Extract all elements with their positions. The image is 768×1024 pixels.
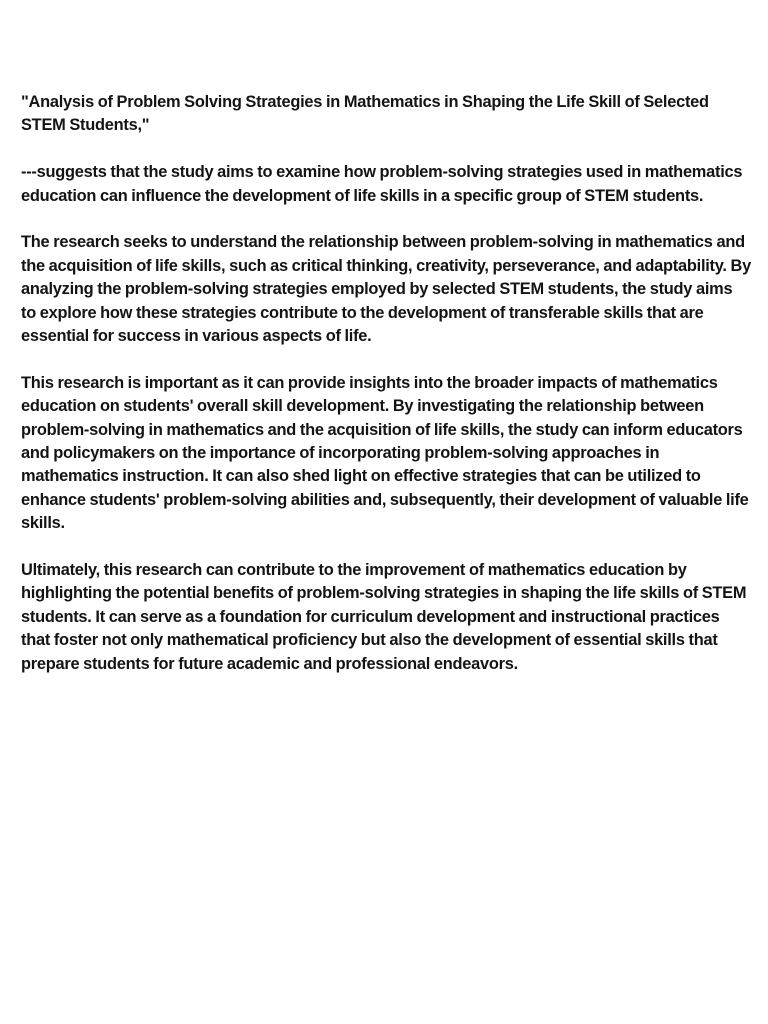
paragraph-importance: This research is important as it can provide insights into the broader impacts of mathematics education on students' overall skill development. By investigating the relationship between problem-solving in mathematics and the acquisition of life skills, the study can inform educators and policymakers on the importance of incorporating problem-solving approaches in mathematics instruction. It can also shed light on effective strategies that can be utilized to enhance students' problem-solving abilities and, subsequently, their development of valuable life skills. [21,373,749,533]
paragraph-research-aim: The research seeks to understand the relationship between problem-solving in mathematics and the acquisition of life skills, such as critical thinking, creativity, perseverance, and adaptability. By analyzing the problem-solving strategies employed by selected STEM students, the study aims to explore how these strategies contribute to the development of transferable skills that are essential for success in various aspects of life. [21,233,751,346]
document-body [21,91,751,699]
document-title: "Analysis of Problem Solving Strategies in Mathematics in Shaping the Life Skill of Selected STEM Students," [21,93,709,135]
paragraph-conclusion: Ultimately, this research can contribute to the improvement of mathematics education by highlighting the potential benefits of problem-solving strategies in shaping the life skills of STEM students. It can serve as a foundation for curriculum development and instructional practices that foster not only mathematical proficiency but also the development of essential skills that prepare students for future academic and professional endeavors. [21,561,747,673]
paragraph-summary: ---suggests that the study aims to examine how problem-solving strategies used in mathematics education can influence the development of life skills in a specific group of STEM students. [21,163,743,205]
